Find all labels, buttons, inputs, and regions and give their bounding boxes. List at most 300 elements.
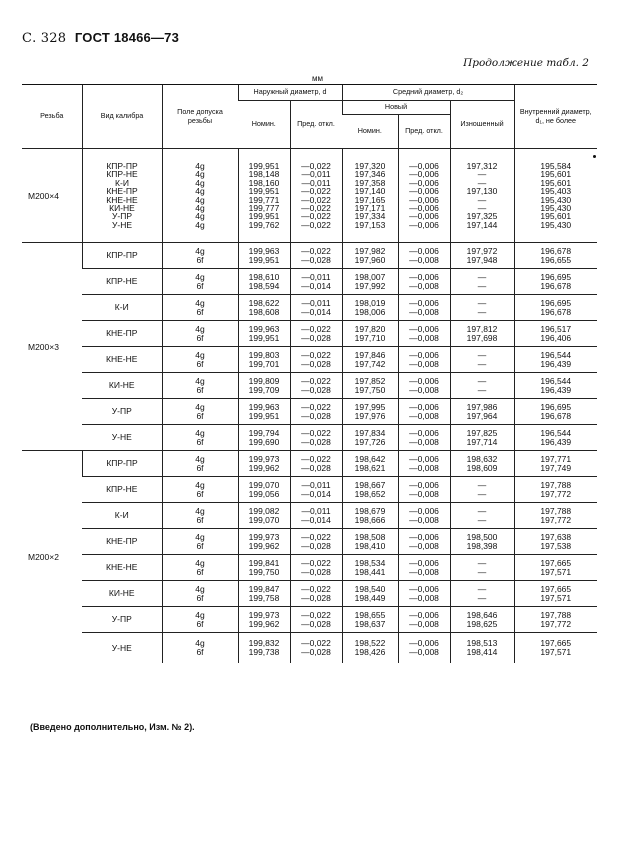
worn-cell bbox=[450, 425, 514, 451]
middle-nominal-cell bbox=[342, 477, 398, 503]
cell-value: 197,852 bbox=[354, 376, 386, 387]
cell-value: 197,153 bbox=[354, 219, 386, 230]
cell-value: 197,538 bbox=[540, 540, 572, 551]
cell-value: 197,995 bbox=[354, 402, 386, 413]
table-row bbox=[22, 149, 597, 243]
cell-value: 197,749 bbox=[540, 462, 572, 473]
cell-value: 199,070 bbox=[248, 514, 280, 525]
cell-value: 199,750 bbox=[248, 566, 280, 577]
cell-value: 196,439 bbox=[540, 358, 572, 369]
gauge-dimensions-table bbox=[22, 84, 597, 663]
col-middle-diameter: Средний диаметр, d₂ bbox=[342, 85, 514, 101]
cell-value: 199,951 bbox=[248, 332, 280, 343]
cell-value: 198,508 bbox=[354, 532, 386, 543]
cell-value: 195,430 bbox=[540, 194, 572, 205]
outer-deviation-cell bbox=[290, 269, 342, 295]
cell-value: 198,646 bbox=[466, 610, 498, 621]
cell-value: 198,441 bbox=[354, 566, 386, 577]
cell-value: —0,008 bbox=[409, 618, 439, 629]
outer-deviation-cell bbox=[290, 425, 342, 451]
cell-value: —0,028 bbox=[301, 436, 331, 447]
cell-value: 199,962 bbox=[248, 540, 280, 551]
cell-value: 196,439 bbox=[540, 384, 572, 395]
cell-value: —0,008 bbox=[409, 306, 439, 317]
cell-value: —0,006 bbox=[409, 428, 439, 439]
cell-value: 195,601 bbox=[540, 211, 572, 222]
col-outer-diameter: Наружный диаметр, d bbox=[238, 85, 342, 101]
cell-value: 197,964 bbox=[466, 410, 498, 421]
inner-diameter-cell bbox=[514, 347, 597, 373]
cell-value: 6f bbox=[196, 540, 204, 551]
cell-value: 197,788 bbox=[540, 506, 572, 517]
cell-value: — bbox=[477, 384, 487, 395]
cell-value: 199,963 bbox=[248, 246, 280, 257]
tolerance-cell bbox=[162, 477, 238, 503]
tolerance-cell bbox=[162, 633, 238, 663]
cell-value: 199,803 bbox=[248, 350, 280, 361]
cell-value: 199,841 bbox=[248, 558, 280, 569]
cell-value: —0,006 bbox=[409, 610, 439, 621]
page-header bbox=[22, 30, 179, 46]
cell-value: 197,144 bbox=[466, 219, 498, 230]
middle-deviation-cell bbox=[398, 399, 450, 425]
cell-value: 198,642 bbox=[354, 454, 386, 465]
gauge-label: КПР-ПР bbox=[106, 458, 138, 469]
cell-value: —0,022 bbox=[301, 202, 331, 213]
middle-deviation-cell bbox=[398, 295, 450, 321]
standard-number: ГОСТ 18466—73 bbox=[74, 30, 180, 45]
gauge-cell bbox=[82, 477, 162, 503]
worn-cell bbox=[450, 529, 514, 555]
cell-value: —0,028 bbox=[301, 566, 331, 577]
cell-value: —0,008 bbox=[409, 358, 439, 369]
worn-cell bbox=[450, 555, 514, 581]
cell-value: 198,522 bbox=[354, 638, 386, 649]
cell-value: — bbox=[477, 566, 487, 577]
outer-nominal-cell bbox=[238, 373, 290, 399]
cell-value: 196,695 bbox=[540, 272, 572, 283]
cell-value: — bbox=[477, 480, 487, 491]
outer-deviation-cell bbox=[290, 529, 342, 555]
cell-value: 4g bbox=[195, 638, 205, 649]
cell-value: —0,022 bbox=[301, 402, 331, 413]
outer-nominal-cell bbox=[238, 451, 290, 477]
cell-value: 4g bbox=[195, 298, 205, 309]
cell-value: 198,449 bbox=[354, 592, 386, 603]
cell-value: 199,962 bbox=[248, 462, 280, 473]
col-outer-deviation: Пред. откл. bbox=[290, 101, 342, 149]
outer-nominal-cell bbox=[238, 555, 290, 581]
cell-value: 197,638 bbox=[540, 532, 572, 543]
cell-value: 4g bbox=[195, 558, 205, 569]
cell-value: —0,008 bbox=[409, 436, 439, 447]
gauge-cell bbox=[82, 451, 162, 477]
cell-value: 199,973 bbox=[248, 454, 280, 465]
cell-value: — bbox=[477, 488, 487, 499]
inner-diameter-cell bbox=[514, 607, 597, 633]
cell-value: 196,406 bbox=[540, 332, 572, 343]
cell-value: — bbox=[477, 280, 487, 291]
cell-value: —0,022 bbox=[301, 246, 331, 257]
cell-value: —0,028 bbox=[301, 254, 331, 265]
cell-value: 197,325 bbox=[466, 211, 498, 222]
cell-value: —0,008 bbox=[409, 566, 439, 577]
cell-value: 4g bbox=[195, 480, 205, 491]
cell-value: 195,584 bbox=[540, 160, 572, 171]
cell-value: —0,006 bbox=[409, 272, 439, 283]
worn-cell bbox=[450, 373, 514, 399]
middle-nominal-cell bbox=[342, 503, 398, 529]
cell-value: 197,972 bbox=[466, 246, 498, 257]
cell-value: 4g bbox=[195, 454, 205, 465]
gauge-cell bbox=[82, 243, 162, 269]
cell-value: 196,678 bbox=[540, 246, 572, 257]
unit-label: мм bbox=[312, 74, 323, 83]
cell-value: —0,006 bbox=[409, 169, 439, 180]
cell-value: 195,403 bbox=[540, 186, 572, 197]
outer-nominal-cell bbox=[238, 529, 290, 555]
inner-diameter-cell bbox=[514, 269, 597, 295]
col-worn: Изношенный bbox=[450, 101, 514, 149]
cell-value: 199,758 bbox=[248, 592, 280, 603]
cell-value: 199,701 bbox=[248, 358, 280, 369]
outer-nominal-cell bbox=[238, 607, 290, 633]
cell-value: 199,762 bbox=[248, 219, 280, 230]
cell-value: —0,028 bbox=[301, 332, 331, 343]
cell-value: 195,601 bbox=[540, 177, 572, 188]
table-row bbox=[22, 581, 597, 607]
cell-value: —0,006 bbox=[409, 246, 439, 257]
gauge-label: КПР-ПР bbox=[106, 250, 138, 261]
outer-deviation-cell bbox=[290, 607, 342, 633]
cell-value: 4g bbox=[195, 532, 205, 543]
cell-value: 4g bbox=[195, 202, 205, 213]
gauge-cell bbox=[82, 555, 162, 581]
cell-value: 199,951 bbox=[248, 254, 280, 265]
cell-value: —0,006 bbox=[409, 558, 439, 569]
gauge-cell bbox=[82, 581, 162, 607]
outer-deviation-cell bbox=[290, 477, 342, 503]
tolerance-cell bbox=[162, 347, 238, 373]
cell-value: —0,022 bbox=[301, 219, 331, 230]
cell-value: 196,695 bbox=[540, 298, 572, 309]
cell-value: 4g bbox=[195, 350, 205, 361]
outer-nominal-cell bbox=[238, 321, 290, 347]
cell-value: —0,006 bbox=[409, 506, 439, 517]
worn-cell bbox=[450, 503, 514, 529]
cell-value: 197,571 bbox=[540, 566, 572, 577]
worn-cell bbox=[450, 269, 514, 295]
cell-value: 197,750 bbox=[354, 384, 386, 395]
tolerance-cell bbox=[162, 399, 238, 425]
tolerance-cell bbox=[162, 425, 238, 451]
cell-value: 4g bbox=[195, 272, 205, 283]
cell-value: —0,006 bbox=[409, 160, 439, 171]
cell-value: 196,544 bbox=[540, 428, 572, 439]
middle-deviation-cell bbox=[398, 149, 450, 243]
middle-nominal-cell bbox=[342, 633, 398, 663]
amendment-note: (Введено дополнительно, Изм. № 2). bbox=[30, 722, 195, 732]
cell-value: 199,973 bbox=[248, 610, 280, 621]
cell-value: 197,772 bbox=[540, 618, 572, 629]
middle-nominal-cell bbox=[342, 347, 398, 373]
cell-value: —0,022 bbox=[301, 428, 331, 439]
worn-cell bbox=[450, 295, 514, 321]
cell-value: 197,846 bbox=[354, 350, 386, 361]
gauge-label: К-И bbox=[114, 302, 129, 313]
cell-value: 196,678 bbox=[540, 280, 572, 291]
cell-value: —0,006 bbox=[409, 298, 439, 309]
outer-nominal-cell bbox=[238, 581, 290, 607]
middle-deviation-cell bbox=[398, 477, 450, 503]
inner-diameter-cell bbox=[514, 373, 597, 399]
inner-diameter-cell bbox=[514, 633, 597, 663]
middle-deviation-cell bbox=[398, 269, 450, 295]
cell-value: —0,022 bbox=[301, 558, 331, 569]
outer-deviation-cell bbox=[290, 503, 342, 529]
cell-value: 197,825 bbox=[466, 428, 498, 439]
middle-nominal-cell bbox=[342, 425, 398, 451]
outer-nominal-cell bbox=[238, 149, 290, 243]
gauge-label: КПР-НЕ bbox=[106, 484, 138, 495]
inner-diameter-cell bbox=[514, 399, 597, 425]
cell-value: —0,022 bbox=[301, 186, 331, 197]
inner-diameter-cell bbox=[514, 503, 597, 529]
outer-deviation-cell bbox=[290, 555, 342, 581]
cell-value: 197,571 bbox=[540, 592, 572, 603]
cell-value: —0,011 bbox=[301, 169, 331, 180]
cell-value: 197,820 bbox=[354, 324, 386, 335]
cell-value: 199,690 bbox=[248, 436, 280, 447]
outer-nominal-cell bbox=[238, 477, 290, 503]
cell-value: 197,320 bbox=[354, 160, 386, 171]
cell-value: 199,963 bbox=[248, 402, 280, 413]
inner-diameter-cell bbox=[514, 451, 597, 477]
outer-nominal-cell bbox=[238, 633, 290, 663]
cell-value: 198,632 bbox=[466, 454, 498, 465]
gauge-cell bbox=[82, 149, 162, 243]
cell-value: — bbox=[477, 350, 487, 361]
cell-value: 199,951 bbox=[248, 186, 280, 197]
cell-value: 196,544 bbox=[540, 350, 572, 361]
gauge-cell bbox=[82, 373, 162, 399]
outer-nominal-cell bbox=[238, 399, 290, 425]
cell-value: 197,772 bbox=[540, 514, 572, 525]
outer-deviation-cell bbox=[290, 347, 342, 373]
cell-value: 197,665 bbox=[540, 558, 572, 569]
cell-value: —0,008 bbox=[409, 488, 439, 499]
cell-value: —0,028 bbox=[301, 592, 331, 603]
cell-value: 199,951 bbox=[248, 160, 280, 171]
cell-value: 199,082 bbox=[248, 506, 280, 517]
gauge-label: У-НЕ bbox=[111, 219, 133, 230]
cell-value: 197,834 bbox=[354, 428, 386, 439]
cell-value: 197,140 bbox=[354, 186, 386, 197]
cell-value: 198,534 bbox=[354, 558, 386, 569]
worn-cell bbox=[450, 321, 514, 347]
middle-deviation-cell bbox=[398, 321, 450, 347]
cell-value: 197,986 bbox=[466, 402, 498, 413]
cell-value: —0,008 bbox=[409, 384, 439, 395]
tolerance-cell bbox=[162, 373, 238, 399]
cell-value: — bbox=[477, 169, 487, 180]
cell-value: 199,777 bbox=[248, 202, 280, 213]
table-row bbox=[22, 477, 597, 503]
cell-value: 4g bbox=[195, 584, 205, 595]
cell-value: 6f bbox=[196, 280, 204, 291]
worn-cell bbox=[450, 149, 514, 243]
cell-value: 198,540 bbox=[354, 584, 386, 595]
middle-deviation-cell bbox=[398, 529, 450, 555]
table-row bbox=[22, 321, 597, 347]
cell-value: 197,772 bbox=[540, 488, 572, 499]
cell-value: —0,006 bbox=[409, 376, 439, 387]
gauge-label: КИ-НЕ bbox=[109, 202, 135, 213]
cell-value: —0,008 bbox=[409, 280, 439, 291]
outer-deviation-cell bbox=[290, 149, 342, 243]
middle-deviation-cell bbox=[398, 243, 450, 269]
cell-value: 4g bbox=[195, 160, 205, 171]
gauge-label: КИ-НЕ bbox=[108, 380, 135, 391]
cell-value: 199,973 bbox=[248, 532, 280, 543]
cell-value: 198,621 bbox=[354, 462, 386, 473]
cell-value: —0,011 bbox=[301, 177, 331, 188]
cell-value: 6f bbox=[196, 462, 204, 473]
col-middle-deviation: Пред. откл. bbox=[398, 115, 450, 149]
cell-value: 198,652 bbox=[354, 488, 386, 499]
col-inner-diameter: Внутренний диаметр, d₁, не более bbox=[514, 85, 597, 149]
cell-value: 197,312 bbox=[466, 160, 498, 171]
cell-value: 199,963 bbox=[248, 324, 280, 335]
worn-cell bbox=[450, 399, 514, 425]
worn-cell bbox=[450, 581, 514, 607]
inner-diameter-cell bbox=[514, 295, 597, 321]
cell-value: —0,014 bbox=[301, 488, 331, 499]
middle-deviation-cell bbox=[398, 555, 450, 581]
cell-value: — bbox=[477, 592, 487, 603]
cell-value: 197,788 bbox=[540, 610, 572, 621]
cell-value: 197,346 bbox=[354, 169, 386, 180]
thread-cell: М200×4 bbox=[22, 149, 82, 243]
table-row bbox=[22, 399, 597, 425]
cell-value: 199,951 bbox=[248, 410, 280, 421]
gauge-cell bbox=[82, 399, 162, 425]
col-outer-nominal: Номин. bbox=[238, 101, 290, 149]
cell-value: 197,358 bbox=[354, 177, 386, 188]
outer-deviation-cell bbox=[290, 581, 342, 607]
cell-value: 199,738 bbox=[248, 646, 280, 657]
cell-value: — bbox=[477, 358, 487, 369]
gauge-label: КНЕ-НЕ bbox=[106, 194, 138, 205]
page-number: С. 328 bbox=[22, 31, 67, 46]
gauge-cell bbox=[82, 295, 162, 321]
cell-value: — bbox=[477, 584, 487, 595]
cell-value: —0,022 bbox=[301, 376, 331, 387]
middle-nominal-cell bbox=[342, 149, 398, 243]
gauge-label: КНЕ-ПР bbox=[106, 328, 138, 339]
inner-diameter-cell bbox=[514, 425, 597, 451]
cell-value: 6f bbox=[196, 306, 204, 317]
outer-nominal-cell bbox=[238, 295, 290, 321]
gauge-cell bbox=[82, 633, 162, 663]
gauge-label: У-ПР bbox=[111, 614, 132, 625]
cell-value: 198,622 bbox=[248, 298, 280, 309]
cell-value: —0,006 bbox=[409, 324, 439, 335]
cell-value: 198,637 bbox=[354, 618, 386, 629]
cell-value: 4g bbox=[195, 376, 205, 387]
cell-value: —0,014 bbox=[301, 306, 331, 317]
cell-value: —0,006 bbox=[409, 454, 439, 465]
cell-value: 6f bbox=[196, 488, 204, 499]
cell-value: — bbox=[477, 272, 487, 283]
thread-cell: М200×3 bbox=[22, 243, 82, 451]
cell-value: — bbox=[477, 202, 487, 213]
gauge-label: КПР-НЕ bbox=[106, 169, 138, 180]
middle-nominal-cell bbox=[342, 607, 398, 633]
cell-value: —0,022 bbox=[301, 350, 331, 361]
outer-deviation-cell bbox=[290, 633, 342, 663]
worn-cell bbox=[450, 243, 514, 269]
tolerance-cell bbox=[162, 321, 238, 347]
cell-value: 197,571 bbox=[540, 646, 572, 657]
gauge-cell bbox=[82, 607, 162, 633]
inner-diameter-cell bbox=[514, 243, 597, 269]
cell-value: —0,006 bbox=[409, 402, 439, 413]
cell-value: 6f bbox=[196, 410, 204, 421]
cell-value: 198,610 bbox=[248, 272, 280, 283]
table-row bbox=[22, 295, 597, 321]
cell-value: 6f bbox=[196, 566, 204, 577]
outer-nominal-cell bbox=[238, 269, 290, 295]
cell-value: —0,022 bbox=[301, 324, 331, 335]
cell-value: 4g bbox=[195, 324, 205, 335]
middle-deviation-cell bbox=[398, 633, 450, 663]
table-row bbox=[22, 555, 597, 581]
gauge-label: У-ПР bbox=[111, 211, 132, 222]
cell-value: —0,028 bbox=[301, 358, 331, 369]
cell-value: —0,022 bbox=[301, 532, 331, 543]
cell-value: 199,962 bbox=[248, 618, 280, 629]
col-gauge: Вид калибра bbox=[82, 85, 162, 149]
cell-value: 196,544 bbox=[540, 376, 572, 387]
cell-value: 199,847 bbox=[248, 584, 280, 595]
cell-value: 4g bbox=[195, 428, 205, 439]
cell-value: —0,008 bbox=[409, 254, 439, 265]
cell-value: 6f bbox=[196, 514, 204, 525]
tolerance-cell bbox=[162, 243, 238, 269]
cell-value: 198,679 bbox=[354, 506, 386, 517]
cell-value: 197,992 bbox=[354, 280, 386, 291]
cell-value: —0,006 bbox=[409, 194, 439, 205]
middle-nominal-cell bbox=[342, 529, 398, 555]
cell-value: 199,056 bbox=[248, 488, 280, 499]
inner-diameter-cell bbox=[514, 581, 597, 607]
tolerance-cell bbox=[162, 269, 238, 295]
table-row bbox=[22, 503, 597, 529]
gauge-cell bbox=[82, 347, 162, 373]
cell-value: —0,022 bbox=[301, 211, 331, 222]
worn-cell bbox=[450, 477, 514, 503]
cell-value: —0,006 bbox=[409, 202, 439, 213]
cell-value: —0,006 bbox=[409, 177, 439, 188]
gauge-label: У-ПР bbox=[111, 406, 132, 417]
cell-value: 196,655 bbox=[540, 254, 572, 265]
cell-value: — bbox=[477, 194, 487, 205]
inner-diameter-cell bbox=[514, 529, 597, 555]
inner-diameter-cell bbox=[514, 477, 597, 503]
cell-value: 198,655 bbox=[354, 610, 386, 621]
cell-value: —0,006 bbox=[409, 219, 439, 230]
